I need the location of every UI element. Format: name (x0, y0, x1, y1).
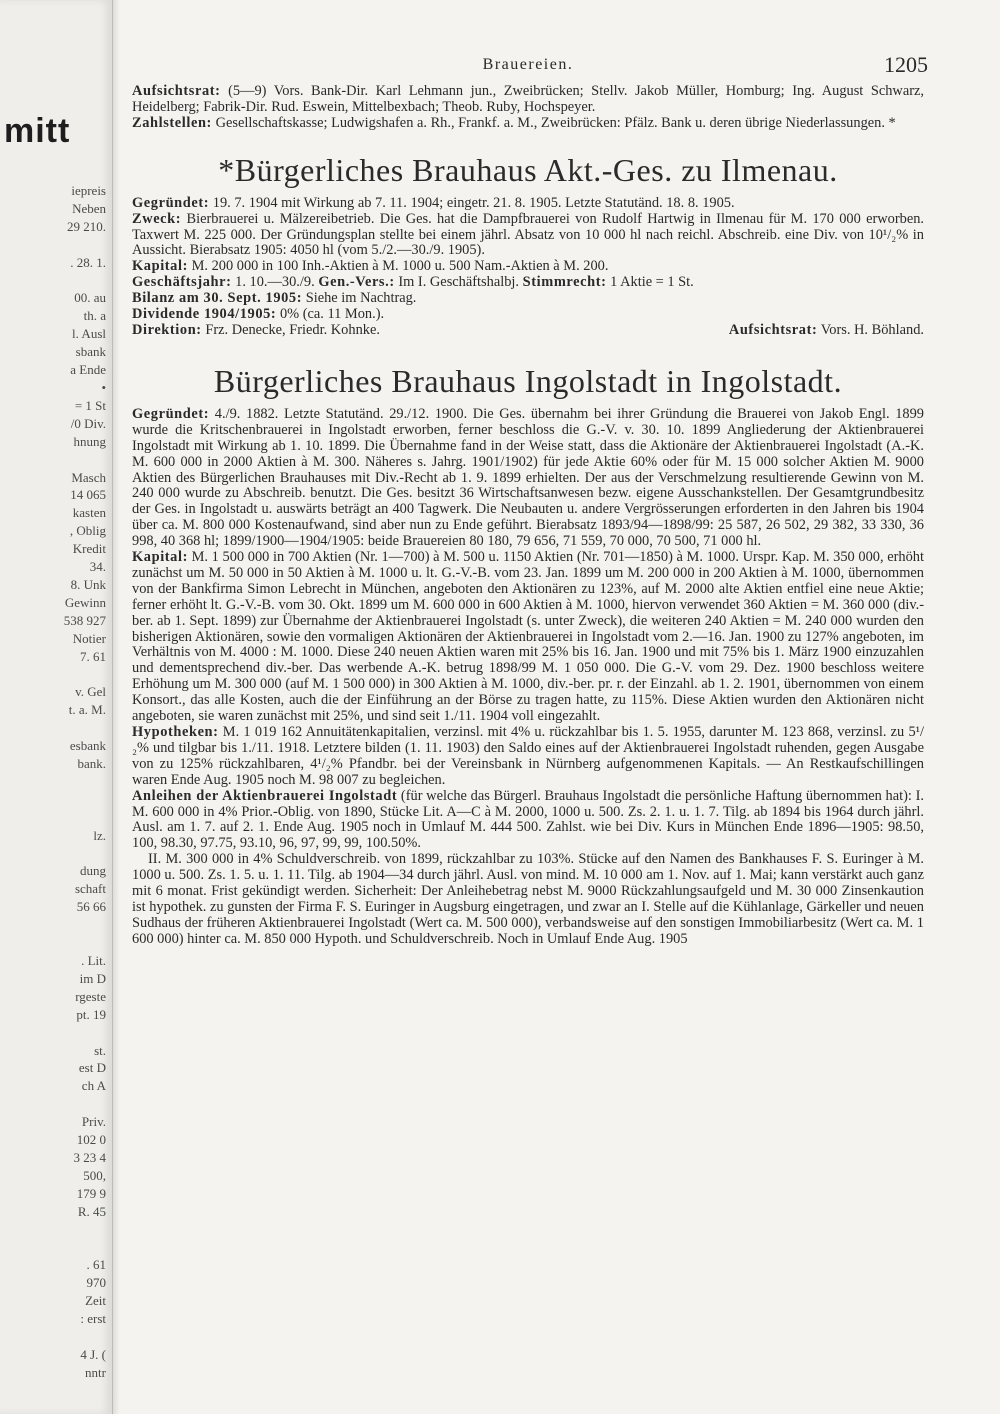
ingolstadt-kapital (132, 550, 924, 725)
kapital-text: M. 1 500 000 in 700 Aktien (Nr. 1—700) à M. 500 u. 1150 Aktien (Nr. 701—1850) à M. 1000. Urspr. Kap. M. 350 000, erhöht zunächst um M. 50 000 in 50 Aktien à M. 1000 u. lt. G.-V.-B. vom 23. Jan. 1899 um M. 200 000 in 200 Aktien à M. 1000, übernommen von der Bankfirma Simon Lebrecht in München, angeboten den Aktionären zu 123%, auf M. 2000 alte Aktien entfiel eine neue Aktie; ferner erhöht lt. G.-V.-B. vom 30. Okt. 1899 um M. 600 000 in 600 Aktien à M. 1000, hiervon verwendet 360 Aktien = M. 360 000 (div.-ber. ab 1. Sept. 1899) zur Übernahme der Aktienbrauerei Ingolstadt (s. unter Zweck), die weiteren 240 Aktien = M. 240 000 wurden den bisherigen Aktionären, sowie den vormaligen Aktionären der Aktienbrauerei in Ingolstadt vom 2.—16. Jan. 1900 zu 127% angeboten, im Verhältnis von M. 4000 : M. 1000. Diese 240 neuen Aktien waren mit 25% bis 16. Jan. 1900 und mit 75% bis 1. März 1900 einzuzahlen und dementsprechend div.-ber. Das werbende A.-K. betrug 1898/99 M. 1 050 000. Die G.-V. vom 29. Dez. 1900 beschloss weitere Erhöhung um M. 300 000 (auf M. 1 500 000) in 300 Aktien à M. 1000, div.-ber. pr. r. der Einzahl. ab 1. 2. 1901, übernommen von einem Konsort., das alle Kosten, auch die der Einführung an der Börse zu tragen hatte, zu 115%. Diese Aktien wurden den Aktionären nicht angeboten, sie waren zunächst mit 25%, und sind seit 1./11. 1904 voll eingezahlt. (132, 549, 924, 725)
zahlstellen-label: Zahlstellen: (132, 114, 212, 131)
dividende-label: Dividende 1904/1905: (132, 306, 277, 323)
margin-text-fragment: kasten (72, 505, 106, 521)
margin-text-fragment: est D (78, 1060, 106, 1076)
zweck-label: Zweck: (132, 210, 182, 227)
margin-text-fragment (6, 1238, 106, 1256)
margin-text-fragment: Gewinn (64, 594, 106, 610)
margin-text-fragment (6, 451, 106, 469)
running-title: Brauereien. (482, 56, 574, 73)
margin-text-fragment: Masch (71, 469, 106, 485)
kapital-text: M. 200 000 in 100 Inh.-Aktien à M. 1000 u. 500 Nam.-Aktien à M. 200. (191, 258, 609, 275)
margin-text-fragment: 8. Unk (70, 576, 106, 592)
margin-text-fragment: l. Ausl (72, 326, 106, 342)
document-page (132, 52, 928, 948)
direktion-label: Direktion: (132, 321, 202, 338)
margin-text-fragment: Notier (72, 630, 106, 646)
margin-text-fragment: lz. (93, 827, 106, 843)
bilanz-text: Siehe im Nachtrag. (305, 290, 417, 307)
margin-text-fragment: . 28. 1. (70, 254, 106, 270)
ingolstadt-hypotheken (132, 725, 924, 789)
margin-text-fragment (6, 236, 106, 254)
ilmenau-dividende (132, 307, 924, 323)
margin-text-fragment (6, 272, 106, 290)
gegruendet-text: 4./9. 1882. Letzte Statutänd. 29./12. 1900. Die Ges. übernahm bei ihrer Gründung die Brauerei von Jakob Engl. 1899 wurde die Kritschenbrauerei in Ingolstadt erworben, ferner beschloss die G.-V. v. 30. 10. 1899 Angliederung der Aktienbrauerei Ingolstadt mit Wirkung ab 1. 10. 1899. Die Übernahme fand in der Weise statt, dass die Aktionäre der Aktienbrauerei Ingolstadt (A.-K. M. 600 000 in 2000 Aktien à M. 300. Näheres s. Jahrg. 1901/1902) für jede Aktie 60% oder für M. 15 000 solcher Aktien M. 9000 Aktien des Bürgerlichen Brauhauses mit Div.-Recht ab 1. 9. 1899 erhielten. Der aus der Verschmelzung resultierende Gewinn von M. 240 000 wurde zu Abschreib. benutzt. Die Ges. besitzt 36 Wirtschaftsanwesen bezw. eigene Ausschankstellen. Der Gesamtgrundbesitz der Ges. in Ingolstadt u. auswärts beträgt an 400 Tagwerk. Die Neubauten u. andere Vergrösserungen erforderten in den Jahren bis 1904 über ca. M. 800 000 Kostenaufwand, sind aber nun zu Ende geführt. Bierabsatz 1893/94—1898/99: 25 587, 26 502, 29 382, 33 330, 36 998, 40 368 hl; 1899/1900—1904/1905: beide Brauereien 80 180, 79 656, 71 559, 70 000, 70 500, 71 000 hl. (132, 405, 924, 550)
anleihen-label: Anleihen der Aktienbrauerei Ingolstadt (132, 787, 398, 804)
aufsichtsrat-text: (5—9) Vors. Bank-Dir. Karl Lehmann jun., Zweibrücken; Stellv. Jakob Müller, Homburg; Ing. August Schwarz, Heidelberg; Fabrik-Dir. Rud. Eswein, Mittelbexbach; Theob. Ruby, Hochspeyer. (132, 83, 924, 115)
margin-text-fragment: rgeste (75, 988, 106, 1004)
geschaeftsjahr-text: 1. 10.—30./9. (235, 274, 315, 291)
margin-text-fragment: • (101, 379, 106, 395)
margin-text-fragment: 4 J. ( (80, 1346, 106, 1362)
hypotheken-label: Hypotheken: (132, 724, 219, 740)
margin-text-fragment: schaft (74, 881, 106, 897)
ilmenau-direktion (132, 323, 924, 339)
margin-text-fragment (6, 809, 106, 827)
kapital-label: Kapital: (132, 258, 188, 275)
ilmenau-gegruendet (132, 196, 924, 212)
margin-text-fragment: 3 23 4 (73, 1149, 106, 1165)
aufsichtsrat-text: Vors. H. Böhland. (820, 321, 924, 338)
ilmenau-heading: *Bürgerliches Brauhaus Akt.-Ges. zu Ilmenau. (218, 151, 838, 188)
bilanz-label: Bilanz am 30. Sept. 1905: (132, 290, 303, 307)
gegruendet-text: 19. 7. 1904 mit Wirkung ab 7. 11. 1904; eingetr. 21. 8. 1905. Letzte Statutänd. 18. 8. 1905. (212, 194, 735, 211)
margin-text-fragment: im D (79, 970, 106, 986)
margin-text-fragment (6, 1024, 106, 1042)
gegruendet-label: Gegründet: (132, 405, 210, 422)
margin-text-fragment: 102 0 (76, 1132, 106, 1148)
genvers-text: Im I. Geschäftshalbj. (398, 274, 520, 291)
margin-text-fragment (6, 1221, 106, 1239)
zahlstellen-paragraph (132, 116, 924, 132)
margin-text-fragment (6, 719, 106, 737)
margin-text-fragment: : erst (80, 1311, 106, 1327)
aufsichtsrat-label: Aufsichtsrat: (132, 83, 221, 99)
margin-text-fragment: Priv. (81, 1114, 106, 1130)
margin-text-fragment: Neben (72, 200, 106, 216)
hypotheken-text: M. 1 019 162 Annuitätenkapitalien, verzinsl. mit 4% u. rückzahlbar bis 1. 5. 1955, darunter M. 123 868, verzinsl. zu 5¹/₂% und tilgbar bis 1./11. 1918. Letztere bilden (1. 11. 1903) den Saldo eines auf der Aktienbrauerei Ingolstadt ruhenden, gegen Ausgabe von zu 125% rückzahlbaren, 4¹/₂% Pfandbr. bei der Vereinsbank in Nürnberg aufgenommenen Kapitals. — An Restkaufschillingen waren Ende Aug. 1905 noch M. 98 007 zu begleichen. (132, 724, 924, 788)
gegruendet-label: Gegründet: (132, 194, 210, 211)
anleihen-text: (für welche das Bürgerl. Brauhaus Ingolstadt die persönliche Haftung übernommen hat): I. M. 600 000 in 4% Prior.-Oblig. von 1890, Stücke Lit. A—C à M. 2000, 1000 u. 500. Zs. 2. 1. u. 1. 7. Tilg. ab 1894 bis 1964 durch jährl. Ausl. am 1. 7. auf 2. 1. Ende Aug. 1905 noch in Umlauf M. 444 500. Zahlst. wie bei Div. Kurs in München Ende 1896—1905: 98.50, 100, 98.30, 97.75, 93.10, 96, 97, 99, 99, 100.50%. (132, 787, 924, 852)
ilmenau-kapital (132, 259, 924, 275)
page-fold-shadow (112, 0, 120, 1414)
ilmenau-aufsichtsrat (729, 323, 924, 339)
margin-text-fragment (6, 791, 106, 809)
margin-text-fragment: 500, (83, 1167, 106, 1183)
margin-text-fragment: 29 210. (67, 218, 106, 234)
margin-text-fragment: = 1 St (74, 397, 106, 413)
margin-text-fragment: esbank (69, 738, 106, 754)
margin-text-fragment: R. 45 (77, 1203, 106, 1219)
aufsichtsrat-label: Aufsichtsrat: (728, 321, 818, 338)
margin-text-fragment: . 61 (86, 1257, 106, 1273)
ingolstadt-anleihen (132, 789, 924, 853)
margin-text-fragment: 00. au (74, 290, 106, 306)
direktion-text: Frz. Denecke, Friedr. Kohnke. (205, 321, 380, 338)
margin-text-fragment: pt. 19 (76, 1006, 106, 1022)
margin-text-fragment: nntr (85, 1364, 106, 1380)
genvers-label: Gen.-Vers.: (318, 274, 395, 291)
margin-text-fragment (6, 773, 106, 791)
dividende-text: 0% (ca. 11 Mon.). (279, 306, 385, 323)
zahlstellen-text: Gesellschaftskasse; Ludwigshafen a. Rh., Frankf. a. M., Zweibrücken: Pfälz. Bank u. deren übrige Niederlassungen. * (215, 114, 896, 131)
aufsichtsrat-paragraph (132, 84, 924, 116)
margin-text-fragment: /0 Div. (70, 415, 106, 431)
ingolstadt-gegruendet (132, 407, 924, 550)
margin-text-fragment: . Lit. (81, 952, 106, 968)
ingolstadt-anleihe-2: II. M. 300 000 in 4% Schuldverschreib. von 1899, rückzahlbar zu 103%. Stücke auf den Namen des Bankhauses F. S. Euringer à M. 1000 u. 500. Zs. 1. 5. u. 1. 11. Tilg. ab 1904—34 durch jährl. Ausl. von mind. M. 10 000 am 1. Nov. auf 1. Mai; kann verstärkt auch ganz mit 6 monat. Frist gekündigt werden. Sicherheit: Der Anleihebetrag nebst M. 9000 Rückzahlungsaufgeld und M. 30 000 Zinsenkaution ist hypothek. zu gunsten der Firma F. S. Euringer in Augsburg eingetragen, und zwar an I. Stelle auf die Kühlanlage, Gärkeller und neuen Sudhaus der früheren Aktienbrauerei Ingolstadt (Wert ca. M. 500 000), verbandsweise auf den sonstigen Immobiliarbesitz (Wert ca. M. 1 600 000) hinter ca. M. 850 000 Hypoth. und Schuldverschreib. Noch in Umlauf Ende Aug. 1905 (132, 851, 924, 947)
margin-text-fragment: t. a. M. (68, 702, 106, 718)
margin-text-fragment (6, 845, 106, 863)
ilmenau-bilanz (132, 291, 924, 307)
margin-text-fragment: Zeit (85, 1293, 106, 1309)
stimmrecht-text: 1 Aktie = 1 St. (610, 274, 694, 291)
margin-text-fragment (6, 916, 106, 934)
margin-text-fragment: iepreis (71, 183, 106, 198)
margin-text-fragment (6, 665, 106, 683)
previous-page-margin (0, 0, 113, 1414)
kapital-label: Kapital: (132, 549, 188, 566)
geschaeftsjahr-label: Geschäftsjahr: (132, 274, 232, 291)
margin-text-fragment: 538 927 (63, 612, 106, 628)
running-head (132, 52, 928, 82)
margin-text-fragment: a Ende (70, 362, 106, 378)
margin-text-fragment: 56 66 (76, 899, 106, 915)
stimmrecht-label: Stimmrecht: (522, 274, 607, 291)
margin-text-fragment: dung (80, 863, 106, 879)
page-number: 1205 (884, 52, 928, 77)
ilmenau-geschaeftsjahr (132, 275, 924, 291)
margin-text-fragment: th. a (83, 308, 106, 324)
margin-text-fragment: bank. (77, 756, 106, 771)
margin-text-fragment: 970 (86, 1275, 106, 1291)
margin-text-fragment: sbank (75, 344, 106, 360)
margin-text-fragment (6, 1328, 106, 1346)
margin-text-fragment: v. Gel (75, 684, 106, 700)
margin-text-fragment: 7. 61 (80, 648, 106, 664)
margin-text-fragment (6, 934, 106, 952)
previous-page-text-fragments (6, 182, 106, 1382)
ingolstadt-heading: Bürgerliches Brauhaus Ingolstadt in Ingolstadt. (213, 362, 843, 399)
margin-text-fragment (6, 1095, 106, 1113)
margin-text-fragment: , Oblig (69, 523, 106, 539)
margin-text-fragment: 179 9 (76, 1185, 106, 1201)
margin-text-fragment: hnung (73, 433, 106, 449)
previous-page-heading-fragment: mitt (4, 112, 71, 150)
margin-text-fragment: st. (94, 1042, 106, 1058)
ilmenau-zweck (132, 212, 924, 260)
margin-text-fragment: 34. (89, 559, 106, 575)
margin-text-fragment: ch A (81, 1078, 106, 1094)
margin-text-fragment: 14 065 (70, 487, 106, 503)
margin-text-fragment: Kredit (72, 541, 106, 557)
zweck-text: Bierbrauerei u. Mälzereibetrieb. Die Ges. hat die Dampfbrauerei von Rudolf Hartwig in Ilmenau für M. 170 000 erworben. Taxwert M. 225 000. Der Gründungsplan stellte bei einem jährl. Absatz von 10 000 hl nach reichl. Abschreib. eine Div. von 10¹/₂% in Aussicht. Bierabsatz 1905: 4050 hl (vom 5./2.—30./9. 1905). (132, 210, 924, 259)
